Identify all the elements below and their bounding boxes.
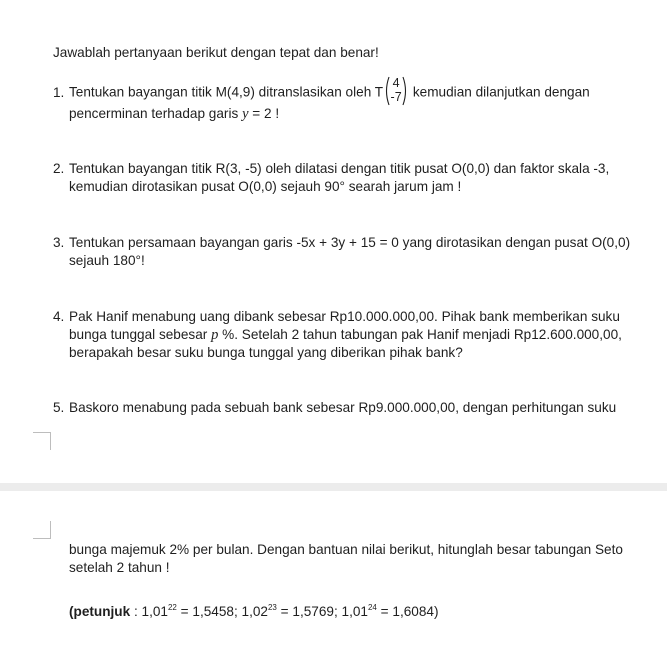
question-1-line-1: 1. Tentukan bayangan titik M(4,9) ditranslasikan oleh T 4 -7 kemudian dilanjutkan dengan [53, 76, 590, 104]
question-2-line-1: 2. Tentukan bayangan titik R(3, -5) oleh dilatasi dengan titik pusat O(0,0) dan faktor skala -3, [53, 161, 610, 176]
question-3-number: 3. [53, 235, 65, 250]
question-2-line-2: kemudian dirotasikan pusat O(0,0) sejauh 90° searah jarum jam ! [69, 179, 462, 194]
translation-vector [383, 76, 409, 106]
question-4-number: 4. [53, 309, 65, 324]
instruction-text: Jawablah pertanyaan berikut dengan tepat dan benar! [53, 45, 379, 60]
page-2 [0, 491, 667, 671]
page-corner-mark [33, 521, 51, 539]
question-5-number: 5. [53, 400, 65, 415]
question-5-line-3: setelah 2 tahun ! [69, 560, 170, 575]
hint-line: (petunjuk : $1,01^{22} = 1,5458$; $1,02^{23} = 1,5769$; $1,01^{24} = 1,6084$) [69, 603, 439, 619]
vector-top-value: 4 [392, 76, 400, 90]
hint-label: (petunjuk [69, 604, 131, 619]
page-break [0, 483, 667, 491]
question-4-line-2: bunga tunggal sebesar p %. Setelah 2 tahun tabungan pak Hanif menjadi Rp12.600.000,00, [69, 327, 622, 343]
question-4-line-1: 4. Pak Hanif menabung uang dibank sebesar Rp10.000.000,00. Pihak bank memberikan suku [53, 309, 620, 324]
question-1-number: 1. [53, 84, 65, 100]
question-5-line-2: bunga majemuk 2% per bulan. Dengan bantuan nilai berikut, hitunglah besar tabungan Seto [69, 542, 623, 557]
question-2-number: 2. [53, 161, 65, 176]
question-1-line-2: pencerminan terhadap garis y = 2 ! [69, 106, 280, 122]
question-5-line-1: 5. Baskoro menabung pada sebuah bank sebesar Rp9.000.000,00, dengan perhitungan suku [53, 400, 617, 415]
vector-bottom-value: -7 [390, 90, 402, 104]
question-3-line-1: 3. Tentukan persamaan bayangan garis -5x + 3y + 15 = 0 yang dirotasikan dengan pusat O(0,0) [53, 235, 631, 250]
question-3-line-2: sejauh 180°! [69, 253, 145, 268]
page-corner-mark [33, 432, 51, 450]
question-4-line-3: berapakah besar suku bunga tunggal yang diberikan pihak bank? [69, 345, 463, 360]
